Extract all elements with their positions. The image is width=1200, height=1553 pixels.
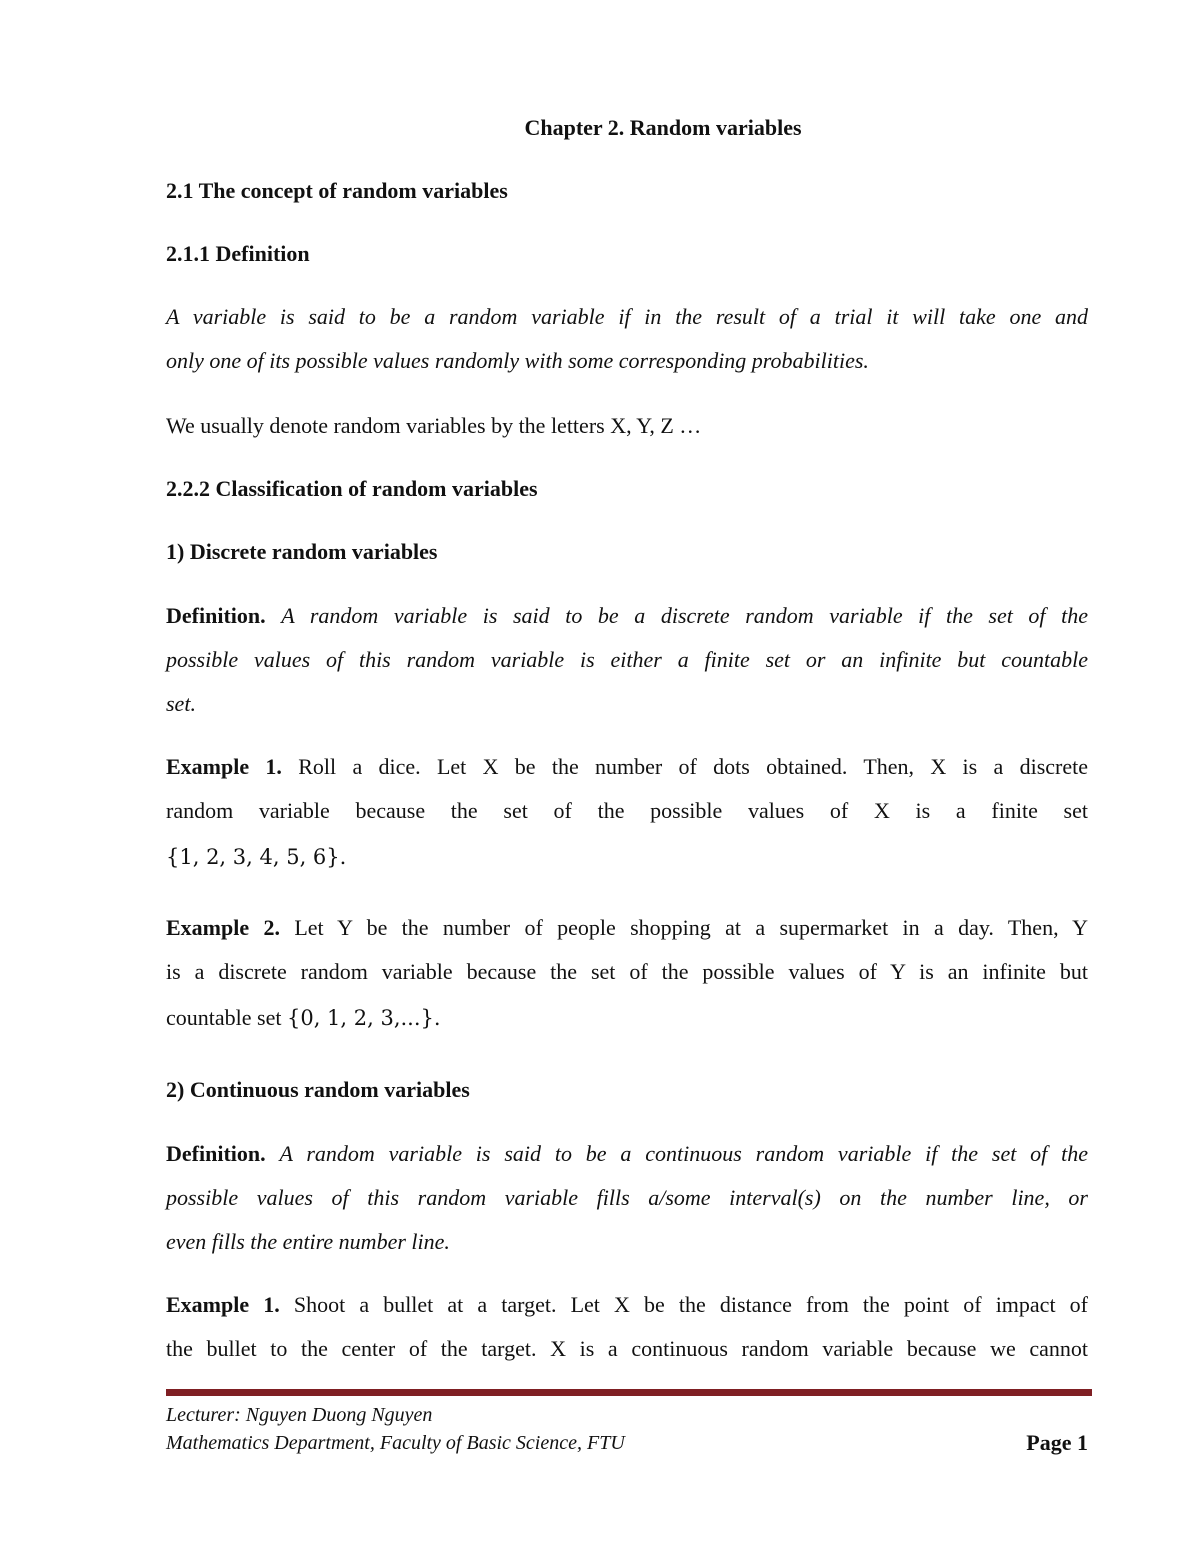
discrete-heading: 1) Discrete random variables: [166, 539, 438, 564]
definition-line-1: A variable is said to be a random variable if in the result of a trial it will take one and: [166, 304, 1088, 329]
discrete-definition-line-1: Definition. A random variable is said to be a discrete random variable if the set of the: [166, 603, 1088, 628]
discrete-example-1: [166, 745, 1088, 879]
example-label: Example 1.: [166, 1292, 280, 1317]
continuous-definition-line-3: even fills the entire number line.: [166, 1229, 450, 1254]
example-label: Example 1.: [166, 754, 282, 779]
discrete-example-2-line-3: countable set {0, 1, 2, 3,...}.: [166, 1005, 441, 1030]
discrete-definition: [166, 594, 1088, 726]
countable-set: {0, 1, 2, 3,...}.: [286, 1006, 441, 1030]
notation-paragraph: We usually denote random variables by the letters X, Y, Z …: [166, 413, 702, 438]
discrete-example-2-line-2: is a discrete random variable because the set of the possible values of Y is an infinite but: [166, 959, 1088, 984]
footer-lecturer: Lecturer: Nguyen Duong Nguyen: [166, 1404, 433, 1426]
discrete-example-2: [166, 906, 1088, 1040]
discrete-example-1-line-2: random variable because the set of the possible values of X is a finite set: [166, 798, 1088, 823]
discrete-example-1-line-1: Example 1. Roll a dice. Let X be the number of dots obtained. Then, X is a discrete: [166, 754, 1088, 779]
continuous-definition-line-1: Definition. A random variable is said to be a continuous random variable if the set of the: [166, 1141, 1088, 1166]
continuous-example-1: [166, 1283, 1088, 1371]
section-heading-2-1: 2.1 The concept of random variables: [166, 178, 508, 203]
example-label: Example 2.: [166, 915, 280, 940]
definition-paragraph: [166, 295, 1088, 383]
continuous-definition: [166, 1132, 1088, 1264]
definition-line-2: only one of its possible values randomly with some corresponding probabilities.: [166, 348, 869, 373]
continuous-example-1-line-1: Example 1. Shoot a bullet at a target. Let X be the distance from the point of impact of: [166, 1292, 1088, 1317]
discrete-definition-line-3: set.: [166, 691, 196, 716]
definition-label: Definition.: [166, 1141, 266, 1166]
footer-department: Mathematics Department, Faculty of Basic Science, FTU: [166, 1432, 625, 1454]
page-number: Page 1: [1026, 1430, 1088, 1455]
definition-label: Definition.: [166, 603, 266, 628]
footer-rule: [166, 1389, 1092, 1396]
chapter-title: Chapter 2. Random variables: [524, 115, 802, 140]
continuous-definition-line-2: possible values of this random variable fills a/some interval(s) on the number line, or: [166, 1185, 1088, 1210]
continuous-heading: 2) Continuous random variables: [166, 1077, 470, 1102]
discrete-definition-line-2: possible values of this random variable is either a finite set or an infinite but countable: [166, 647, 1088, 672]
section-heading-2-1-1: 2.1.1 Definition: [166, 241, 310, 266]
continuous-example-1-line-2: the bullet to the center of the target. X is a continuous random variable because we cannot: [166, 1336, 1088, 1361]
discrete-example-2-line-1: Example 2. Let Y be the number of people shopping at a supermarket in a day. Then, Y: [166, 915, 1088, 940]
discrete-example-1-set: {1, 2, 3, 4, 5, 6}.: [166, 845, 347, 869]
section-heading-2-2-2: 2.2.2 Classification of random variables: [166, 476, 538, 501]
